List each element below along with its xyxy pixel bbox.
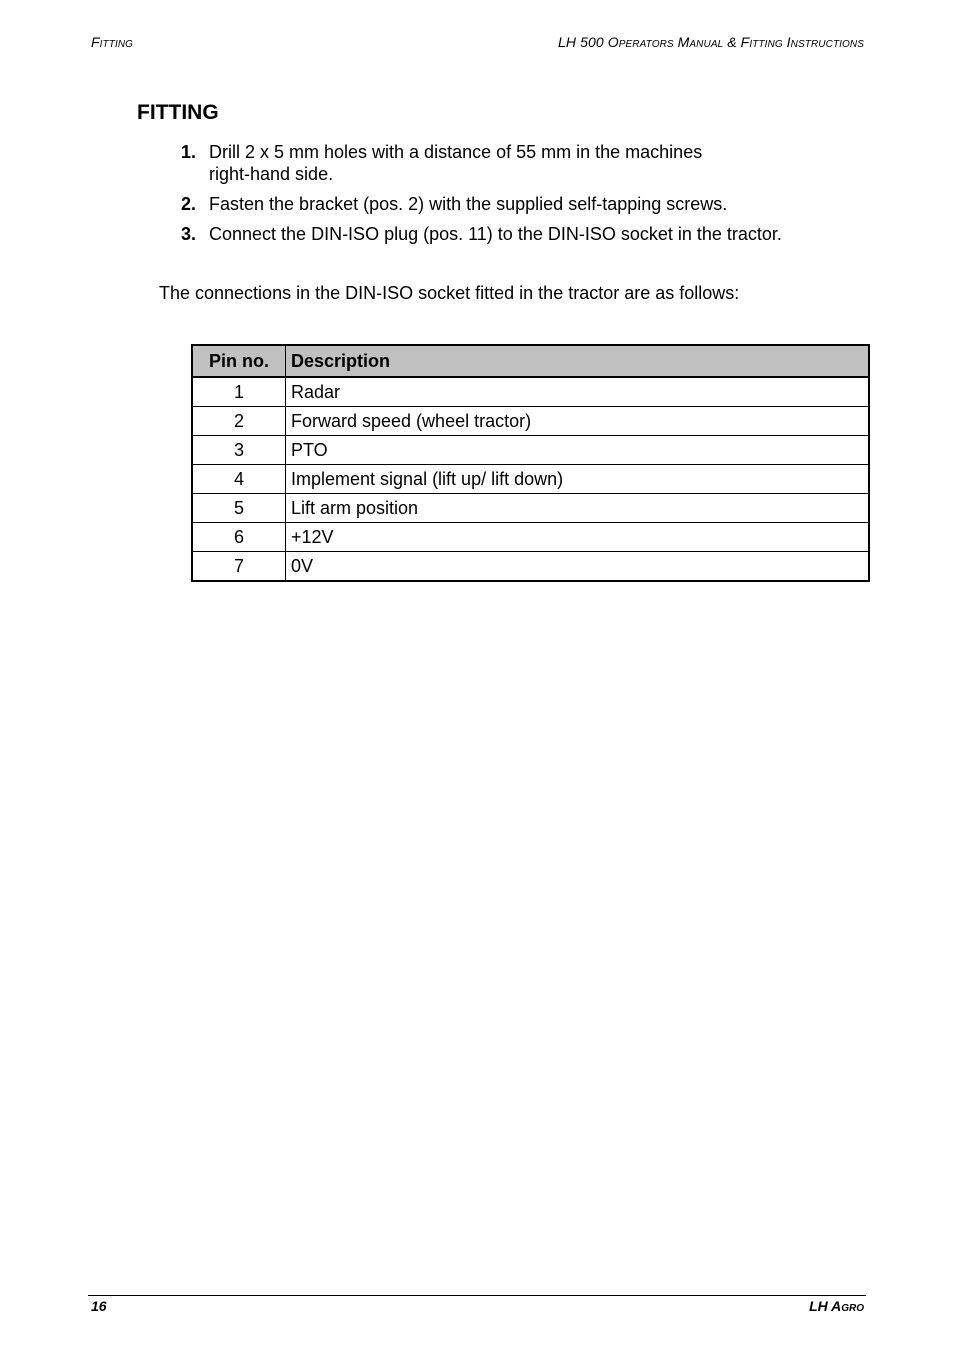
running-header-section: Fitting [91,34,134,50]
pin-cell: 1 [192,377,286,407]
pin-cell: 5 [192,494,286,523]
description-cell: Implement signal (lift up/ lift down) [286,465,870,494]
description-cell: +12V [286,523,870,552]
step-text: Fasten the bracket (pos. 2) with the supplied self-tapping screws. [209,194,728,214]
step-item [181,193,861,215]
step-number: 3. [181,224,197,244]
pin-cell: 4 [192,465,286,494]
step-item [181,141,861,185]
connections-intro: The connections in the DIN-ISO socket fitted in the tractor are as follows: [159,283,740,303]
din-iso-pin-table [191,344,870,582]
description-cell: PTO [286,436,870,465]
step-text: Connect the DIN-ISO plug (pos. 11) to the DIN-ISO socket in the tractor. [209,224,782,244]
table-row [192,407,869,436]
step-number: 2. [181,194,197,214]
footer-divider [88,1295,866,1296]
table-row [192,436,869,465]
table-row [192,465,869,494]
table-row [192,494,869,523]
description-cell: 0V [286,552,870,582]
pin-cell: 3 [192,436,286,465]
page-number: 16 [91,1298,107,1314]
pin-cell: 6 [192,523,286,552]
step-text: Drill 2 x 5 mm holes with a distance of 55 mm in the machines [209,142,703,162]
description-cell: Lift arm position [286,494,870,523]
table-row [192,377,869,407]
footer-brand: LH Agro [809,1298,864,1314]
fitting-steps [181,141,861,253]
step-number: 1. [181,142,197,162]
table-row [192,523,869,552]
column-header-description: Description [286,345,870,377]
section-title: FITTING [137,101,219,124]
pin-cell: 7 [192,552,286,582]
step-item [181,223,861,245]
running-header-title: LH 500 Operators Manual & Fitting Instructions [558,34,864,50]
column-header-pin: Pin no. [192,345,286,377]
table-header-row [192,345,869,377]
description-cell: Forward speed (wheel tractor) [286,407,870,436]
description-cell: Radar [286,377,870,407]
step-text-continued: right-hand side. [209,164,334,184]
pin-cell: 2 [192,407,286,436]
table-row [192,552,869,582]
